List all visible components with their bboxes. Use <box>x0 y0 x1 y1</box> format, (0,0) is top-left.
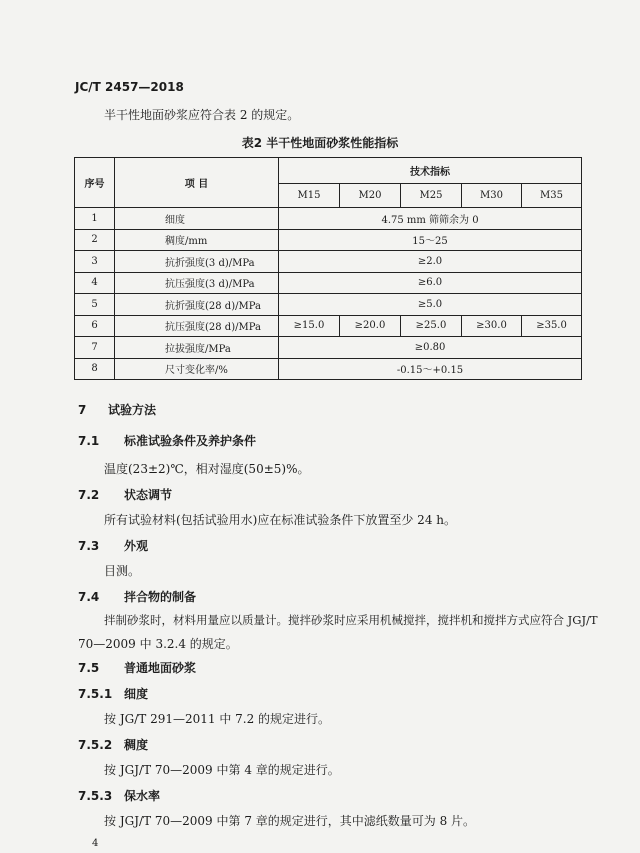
section-body: 目测。 <box>104 564 141 578</box>
row-item: 抗压强度(28 d)/MPa <box>115 315 279 337</box>
section-body: 按 JG/T 291—2011 中 7.2 的规定进行。 <box>104 712 331 726</box>
header-no: 序号 <box>75 158 115 208</box>
row-no: 4 <box>75 272 115 294</box>
row-value: 4.75 mm 筛筛余为 0 <box>279 208 582 230</box>
row-no: 1 <box>75 208 115 230</box>
row-value: ≥2.0 <box>279 251 582 273</box>
table-row <box>75 272 582 294</box>
row-value: ≥35.0 <box>522 315 582 337</box>
table-caption: 表2 半干性地面砂浆性能指标 <box>241 136 399 150</box>
page-number: 4 <box>92 838 99 849</box>
header-item: 项 目 <box>115 158 279 208</box>
section-heading: 7.5.2 稠度 <box>78 738 149 752</box>
row-item: 拉拔强度/MPa <box>115 337 279 359</box>
row-value: ≥6.0 <box>279 272 582 294</box>
row-item: 细度 <box>115 208 279 230</box>
section-body: 温度(23±2)℃，相对湿度(50±5)%。 <box>104 462 310 476</box>
section-heading: 7.2 状态调节 <box>78 488 173 502</box>
row-no: 8 <box>75 358 115 380</box>
row-item: 抗折强度(28 d)/MPa <box>115 294 279 316</box>
section-heading: 7.5.3 保水率 <box>78 789 161 803</box>
section-heading: 7.3 外观 <box>78 539 149 553</box>
grade-header: M35 <box>522 184 582 208</box>
row-no: 3 <box>75 251 115 273</box>
row-item: 稠度/mm <box>115 229 279 251</box>
row-value: ≥15.0 <box>279 315 340 337</box>
table-row <box>75 229 582 251</box>
row-value: ≥30.0 <box>462 315 522 337</box>
section-body: 按 JGJ/T 70—2009 中第 7 章的规定进行，其中滤纸数量可为 8 片。 <box>104 814 476 828</box>
table-row <box>75 315 582 337</box>
section-heading: 7.5 普通地面砂浆 <box>78 661 197 675</box>
section-body: 所有试验材料(包括试验用水)应在标准试验条件下放置至少 24 h。 <box>104 513 456 527</box>
row-item: 尺寸变化率/% <box>115 358 279 380</box>
section-heading: 7.4 拌合物的制备 <box>78 590 197 604</box>
row-no: 5 <box>75 294 115 316</box>
table-row <box>75 208 582 230</box>
performance-table <box>74 157 582 380</box>
section-body: 70—2009 中 3.2.4 的规定。 <box>78 637 238 651</box>
table-row <box>75 251 582 273</box>
row-value: ≥25.0 <box>401 315 462 337</box>
row-value: ≥5.0 <box>279 294 582 316</box>
row-no: 7 <box>75 337 115 359</box>
section-body: 按 JGJ/T 70—2009 中第 4 章的规定进行。 <box>104 763 340 777</box>
row-no: 6 <box>75 315 115 337</box>
section-body: 拌制砂浆时，材料用量应以质量计。搅拌砂浆时应采用机械搅拌，搅拌机和搅拌方式应符合 JGJ/T <box>104 613 598 627</box>
row-value: -0.15～+0.15 <box>279 358 582 380</box>
header-tech: 技术指标 <box>279 158 582 184</box>
table-row <box>75 294 582 316</box>
table-row <box>75 337 582 359</box>
grade-header: M25 <box>401 184 462 208</box>
row-value: ≥0.80 <box>279 337 582 359</box>
section-heading: 7.1 标准试验条件及养护条件 <box>78 434 257 448</box>
standard-code: JC/T 2457—2018 <box>75 80 184 94</box>
row-value: ≥20.0 <box>340 315 401 337</box>
table-row <box>75 358 582 380</box>
section-heading: 7 试验方法 <box>78 403 157 417</box>
row-no: 2 <box>75 229 115 251</box>
row-item: 抗折强度(3 d)/MPa <box>115 251 279 273</box>
row-item: 抗压强度(3 d)/MPa <box>115 272 279 294</box>
grade-header: M15 <box>279 184 340 208</box>
intro-text: 半干性地面砂浆应符合表 2 的规定。 <box>104 108 300 122</box>
row-value: 15～25 <box>279 229 582 251</box>
section-heading: 7.5.1 细度 <box>78 687 149 701</box>
grade-header: M30 <box>462 184 522 208</box>
grade-header: M20 <box>340 184 401 208</box>
